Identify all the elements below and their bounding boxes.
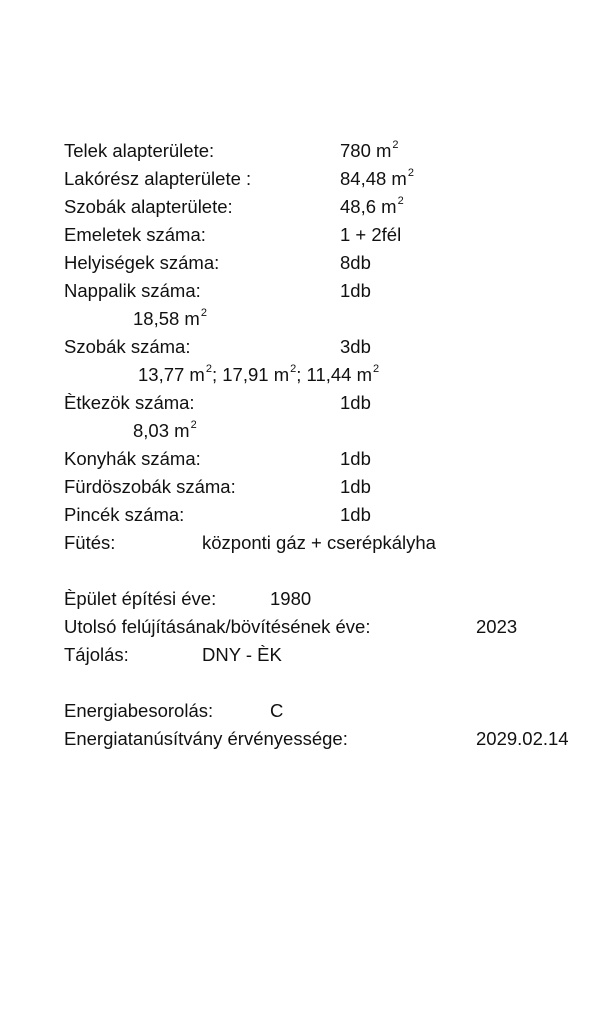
- szobak-area-1: 13,77 m: [138, 364, 205, 385]
- value-epites: 1980: [270, 588, 312, 609]
- value-emeletek: 1 + 2fél: [340, 224, 402, 245]
- label-futes: Fütés:: [64, 532, 116, 553]
- label-pincek: Pincék száma:: [64, 504, 185, 525]
- value-tajolas: DNY - ÈK: [202, 644, 282, 665]
- label-furdoszobak: Fürdöszobák száma:: [64, 476, 236, 497]
- label-etkezok: Ètkezök száma:: [64, 392, 195, 413]
- label-epites: Èpület építési éve:: [64, 588, 217, 609]
- label-szobak: Szobák száma:: [64, 336, 191, 357]
- nappalik-area-value: 18,58 m: [133, 308, 200, 329]
- value-etkezok: 1db: [340, 392, 371, 413]
- label-felujitas: Utolsó felújításának/bövítésének éve:: [64, 616, 371, 637]
- value-futes: központi gáz + cserépkályha: [202, 532, 436, 553]
- label-telek: Telek alapterülete:: [64, 140, 215, 161]
- value-pincek: 1db: [340, 504, 371, 525]
- label-tanusitvany: Energiatanúsítvány érvényessége:: [64, 728, 348, 749]
- label-tajolas: Tájolás:: [64, 644, 129, 665]
- value-lakoresz: 84,48 $m^2$: [340, 166, 414, 189]
- label-emeletek: Emeletek száma:: [64, 224, 206, 245]
- label-energia: Energiabesorolás:: [64, 700, 214, 721]
- value-szobak: 3db: [340, 336, 371, 357]
- value-telek: 780 $m^2$: [340, 138, 399, 161]
- row-etkezok-area: 8,03 $m^2$: [133, 418, 197, 441]
- etkezok-area-value: 8,03 m: [133, 420, 190, 441]
- row-szobak-areas: 13,77 $m^2$; 17,91 $m^2$; 11,44 $m^2$: [138, 362, 380, 385]
- label-lakoresz: Lakórész alapterülete :: [64, 168, 252, 189]
- value-energia: C: [270, 700, 284, 721]
- label-nappalik: Nappalik száma:: [64, 280, 201, 301]
- value-tanusitvany: 2029.02.14: [476, 728, 569, 749]
- label-konyhak: Konyhák száma:: [64, 448, 201, 469]
- value-helyisegek: 8db: [340, 252, 371, 273]
- value-konyhak: 1db: [340, 448, 371, 469]
- value-furdoszobak: 1db: [340, 476, 371, 497]
- value-nappalik: 1db: [340, 280, 371, 301]
- szobak-area-2: ; 17,91 m: [211, 364, 290, 385]
- row-nappalik-area: 18,58 $m^2$: [133, 306, 207, 329]
- value-felujitas: 2023: [476, 616, 518, 637]
- value-szobak-terulet: 48,6 $m^2$: [340, 194, 404, 217]
- szobak-area-3: ; 11,44 m: [296, 364, 373, 385]
- label-helyisegek: Helyiségek száma:: [64, 252, 220, 273]
- label-szobak-terulet: Szobák alapterülete:: [64, 196, 233, 217]
